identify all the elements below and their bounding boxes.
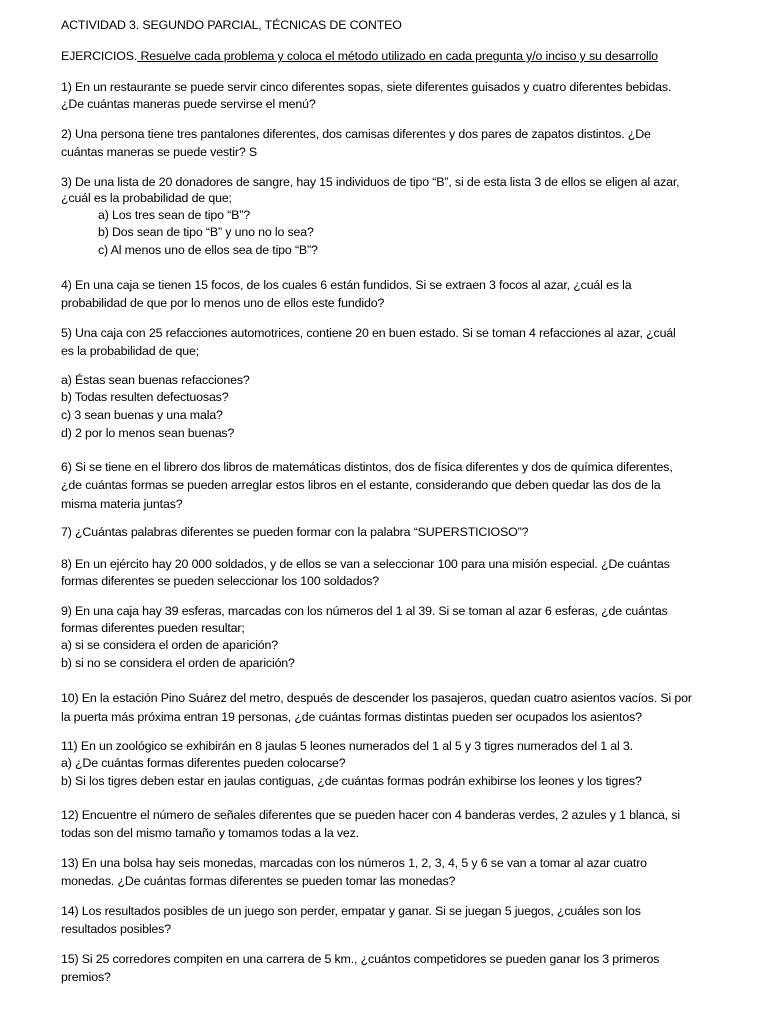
problem-9-option-b: b) si no se considera el orden de aparición? — [61, 656, 295, 670]
problem-5-line-2: es la probabilidad de que; — [61, 344, 200, 358]
problem-8-line-1: 8) En un ejército hay 20 000 soldados, y de ellos se van a seleccionar 100 para una misión especial. ¿De cuántas — [61, 557, 670, 571]
problem-10-line-1: 10) En la estación Pino Suárez del metro, después de descender los pasajeros, quedan cuatro asientos vacíos. Si por — [61, 691, 692, 705]
problem-3-line-1: 3) De una lista de 20 donadores de sangre, hay 15 individuos de tipo “B”, si de esta lista 3 de ellos se eligen al azar, — [61, 175, 680, 189]
problem-15-line-1: 15) Si 25 corredores compiten en una carrera de 5 km., ¿cuántos competidores se pueden ganar los 3 primeros — [61, 952, 660, 966]
problem-5-option-d: d) 2 por lo menos sean buenas? — [61, 426, 235, 440]
problem-10-line-2: la puerta más próxima entran 19 personas, ¿de cuántas formas distintas pueden ser ocupados los asientos? — [61, 710, 642, 724]
instructions-text: Resuelve cada problema y coloca el método utilizado en cada pregunta y/o inciso y su desarrollo — [137, 49, 658, 63]
problem-3-option-a: a) Los tres sean de tipo “B”? — [98, 208, 250, 222]
document-title: ACTIVIDAD 3. SEGUNDO PARCIAL, TÉCNICAS DE CONTEO — [61, 18, 402, 32]
instructions — [61, 48, 658, 64]
problem-7-line-1: 7) ¿Cuántas palabras diferentes se pueden formar con la palabra “SUPERSTICIOSO”? — [61, 525, 529, 539]
problem-5-option-a: a) Éstas sean buenas refacciones? — [61, 373, 250, 387]
problem-13-line-1: 13) En una bolsa hay seis monedas, marcadas con los números 1, 2, 3, 4, 5 y 6 se van a tomar al azar cuatro — [61, 856, 647, 870]
problem-6-line-3: misma materia juntas? — [61, 497, 183, 511]
problem-14-line-2: resultados posibles? — [61, 922, 171, 936]
problem-9-line-1: 9) En una caja hay 39 esferas, marcadas con los números del 1 al 39. Si se toman al azar 6 esferas, ¿de cuántas — [61, 604, 668, 618]
problem-3-option-c: c) Al menos uno de ellos sea de tipo “B”? — [98, 243, 318, 257]
problem-11-option-a: a) ¿De cuántas formas diferentes pueden colocarse? — [61, 756, 346, 770]
problem-11-line-1: 11) En un zoológico se exhibirán en 8 jaulas 5 leones numerados del 1 al 5 y 3 tigres numerados del 1 al 3. — [61, 739, 633, 753]
problem-9-option-a: a) si se considera el orden de aparición? — [61, 638, 279, 652]
problem-4-line-2: probabilidad de que por lo menos uno de ellos este fundido? — [61, 296, 385, 310]
problem-5-option-c: c) 3 sean buenas y una mala? — [61, 408, 223, 422]
problem-3-option-b: b) Dos sean de tipo “B” y uno no lo sea? — [98, 225, 314, 239]
problem-1-line-2: ¿De cuántas maneras puede servirse el menú? — [61, 97, 316, 111]
problem-8-line-2: formas diferentes se pueden seleccionar los 100 soldados? — [61, 574, 379, 588]
problem-12-line-2: todas son del mismo tamaño y tomamos todas a la vez. — [61, 826, 359, 840]
problem-4-line-1: 4) En una caja se tienen 15 focos, de los cuales 6 están fundidos. Si se extraen 3 focos al azar, ¿cuál es la — [61, 278, 632, 292]
instructions-label: EJERCICIOS. — [61, 49, 138, 63]
problem-6-line-1: 6) Si se tiene en el librero dos libros de matemáticas distintos, dos de física diferentes y dos de química diferentes, — [61, 460, 673, 474]
problem-14-line-1: 14) Los resultados posibles de un juego son perder, empatar y ganar. Si se juegan 5 juegos, ¿cuáles son los — [61, 904, 641, 918]
problem-12-line-1: 12) Encuentre el número de señales diferentes que se pueden hacer con 4 banderas verdes, 2 azules y 1 blanca, si — [61, 808, 680, 822]
problem-2-line-1: 2) Una persona tiene tres pantalones diferentes, dos camisas diferentes y dos pares de zapatos distintos. ¿De — [61, 127, 651, 141]
problem-5-line-1: 5) Una caja con 25 refacciones automotrices, contiene 20 en buen estado. Si se toman 4 refacciones al azar, ¿cuál — [61, 326, 676, 340]
problem-3-line-2: ¿cuál es la probabilidad de que; — [61, 191, 232, 205]
problem-6-line-2: ¿de cuántas formas se pueden arreglar estos libros en el estante, considerando que deben quedar las dos de la — [61, 478, 661, 492]
problem-15-line-2: premios? — [61, 970, 111, 984]
problem-11-option-b: b) Si los tigres deben estar en jaulas contiguas, ¿de cuántas formas podrán exhibirse los leones y los tigres? — [61, 774, 642, 788]
problem-9-line-2: formas diferentes pueden resultar; — [61, 621, 245, 635]
problem-1-line-1: 1) En un restaurante se puede servir cinco diferentes sopas, siete diferentes guisados y cuatro diferentes bebidas. — [61, 80, 672, 94]
problem-5-option-b: b) Todas resulten defectuosas? — [61, 390, 229, 404]
problem-2-line-2: cuántas maneras se puede vestir? S — [61, 145, 258, 159]
problem-13-line-2: monedas. ¿De cuántas formas diferentes se pueden tomar las monedas? — [61, 874, 456, 888]
